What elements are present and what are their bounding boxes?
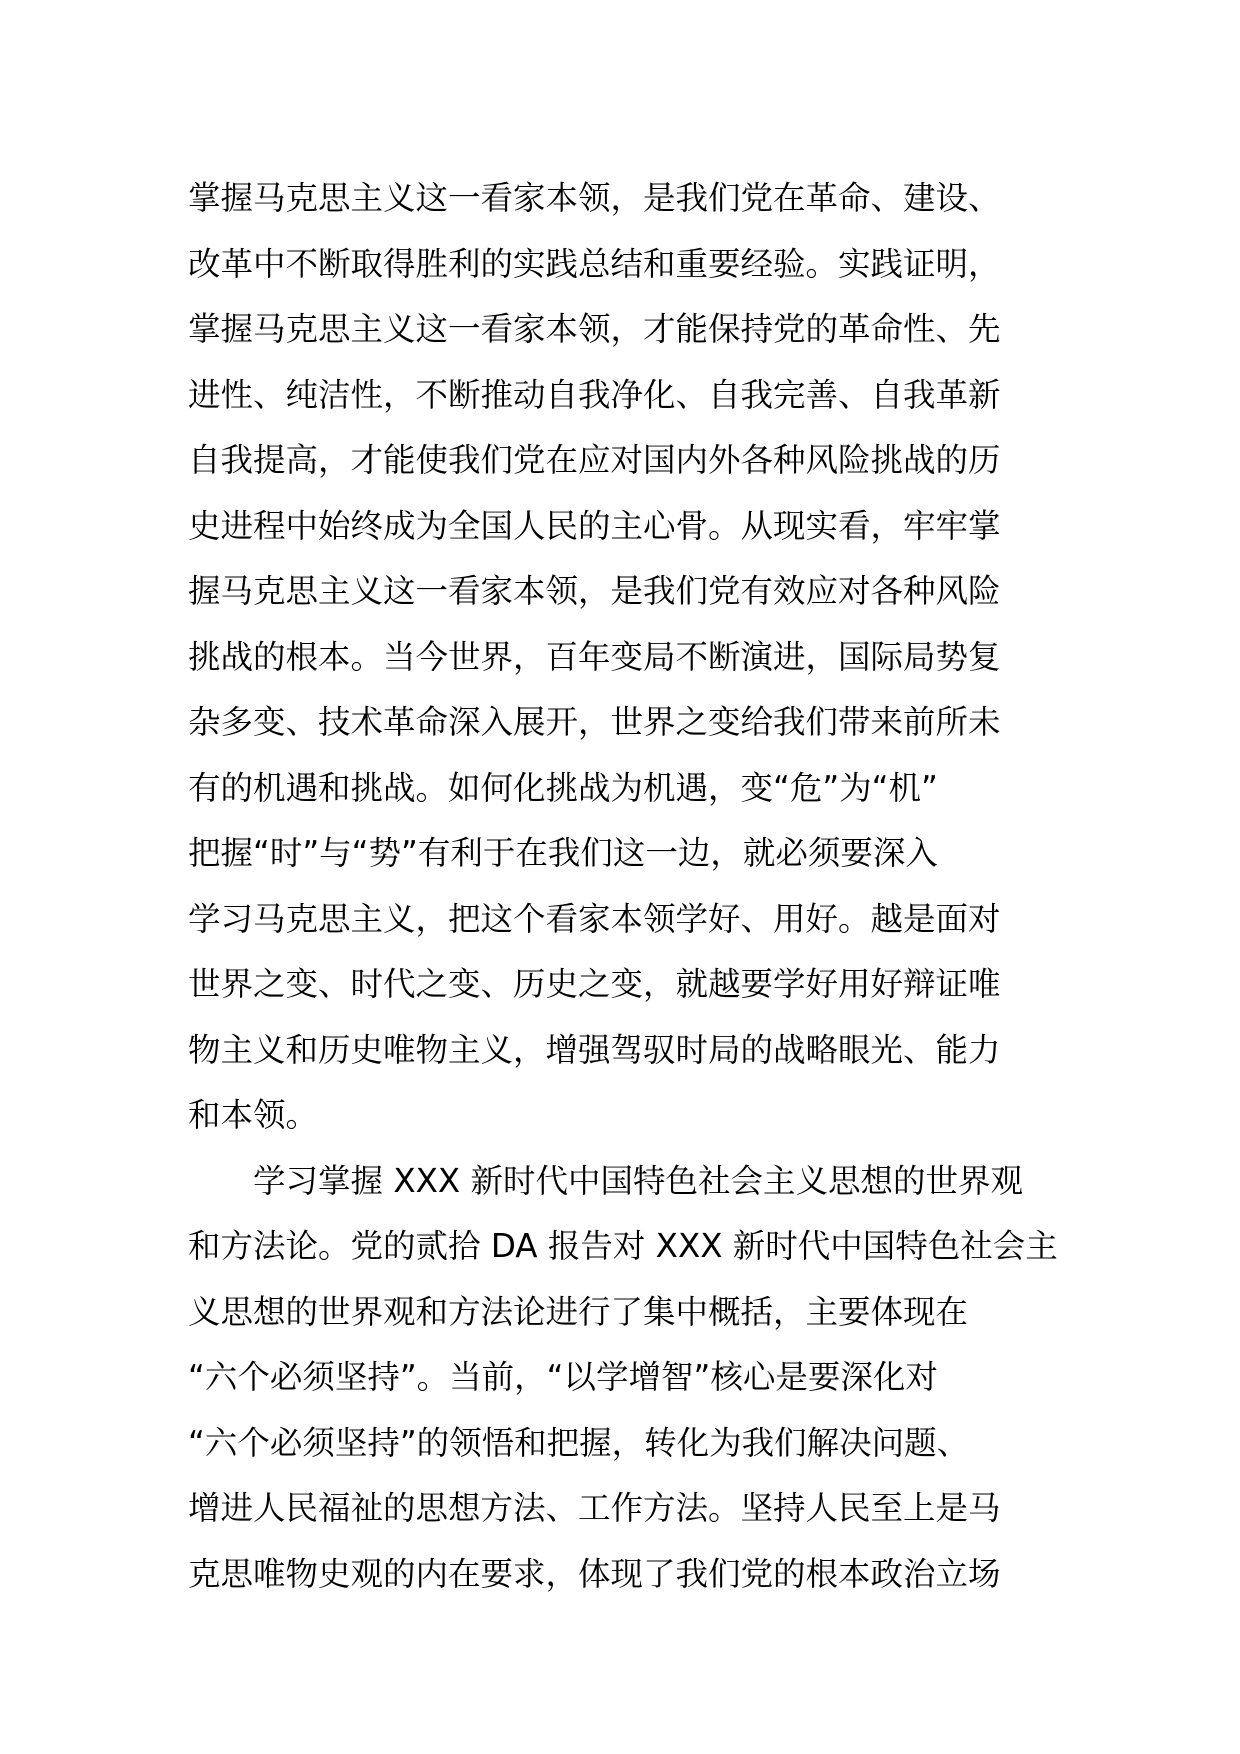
- text-line: 改革中不断取得胜利的实践总结和重要经验。实践证明，: [188, 244, 1001, 283]
- text-line: 增进人民福祉的思想方法、工作方法。坚持人民至上是马: [188, 1489, 1001, 1527]
- text-line: 学习马克思主义，把这个看家本领学好、用好。越是面对: [188, 899, 1001, 938]
- text-line: 有的机遇和挑战。如何化挑战为机遇，变“危”为“机”: [188, 768, 938, 807]
- text-line: 自我提高，才能使我们党在应对国内外各种风险挑战的历: [188, 441, 1001, 479]
- text-line: “六个必须坚持”的领悟和把握，转化为我们解决问题、: [188, 1423, 970, 1462]
- text-line: 挑战的根本。当今世界，百年变局不断演进，国际局势复: [188, 637, 1001, 676]
- text-line: 物主义和历史唯物主义，增强驾驭时局的战略眼光、能力: [188, 1030, 1001, 1069]
- text-line: 世界之变、时代之变、历史之变，就越要学好用好辩证唯: [188, 965, 1001, 1003]
- text-line: 史进程中始终成为全国人民的主心骨。从现实看，牢牢掌: [188, 506, 1001, 545]
- text-line: 杂多变、技术革命深入展开，世界之变给我们带来前所未: [188, 703, 1001, 741]
- paragraph-start-line: 学习掌握 XXX 新时代中国特色社会主义思想的世界观: [188, 1161, 1023, 1200]
- body-text: [188, 166, 1058, 1607]
- text-line: 把握“时”与“势”有利于在我们这一边，就必须要深入: [188, 834, 938, 872]
- text-line: 掌握马克思主义这一看家本领，是我们党在革命、建设、: [188, 179, 1001, 217]
- text-line: 握马克思主义这一看家本领，是我们党有效应对各种风险: [188, 572, 1001, 610]
- text-line: “六个必须坚持”。当前，“以学增智”核心是要深化对: [188, 1358, 938, 1396]
- text-line: 和方法论。党的贰拾 DA 报告对 XXX 新时代中国特色社会主: [188, 1227, 1058, 1265]
- text-line: 进性、纯洁性，不断推动自我净化、自我完善、自我革新: [188, 375, 1001, 414]
- text-line: 克思唯物史观的内在要求，体现了我们党的根本政治立场: [188, 1554, 1001, 1593]
- text-line: 和本领。: [188, 1096, 319, 1134]
- text-line: 义思想的世界观和方法论进行了集中概括，主要体现在: [188, 1292, 969, 1331]
- text-line: 掌握马克思主义这一看家本领，才能保持党的革命性、先: [188, 310, 1001, 348]
